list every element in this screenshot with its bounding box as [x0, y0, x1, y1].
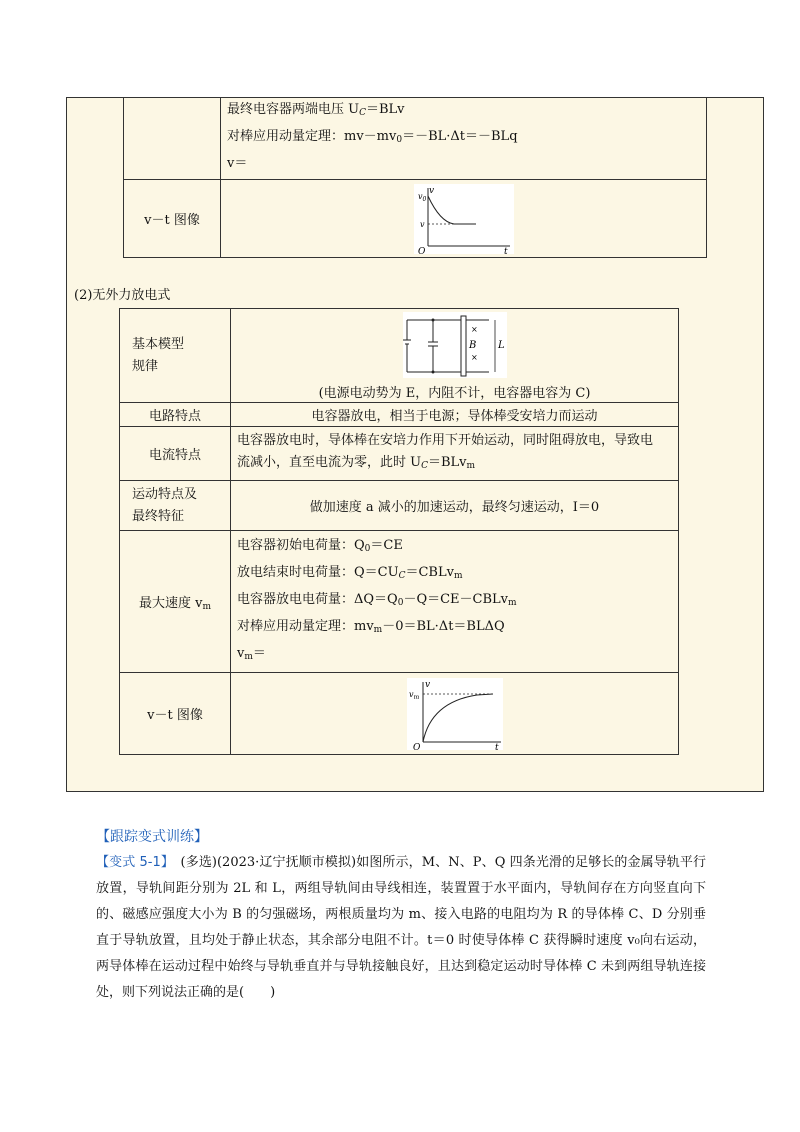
- svg-text:×: ×: [470, 325, 478, 334]
- svg-text:×: ×: [470, 353, 478, 362]
- vt-graph-cell: [221, 180, 707, 258]
- vt-graph-cell-2: [231, 673, 679, 755]
- svg-text:v: v: [424, 679, 430, 690]
- circuit-diagram: [403, 312, 507, 378]
- svg-text:v0: $v_0$: [417, 191, 426, 203]
- svg-text:t: t: [503, 246, 508, 254]
- maxv-label: 最大速度 $v_m$: [120, 531, 231, 673]
- formula-line-2: 对棒应用动量定理：$mv-mv_0=-BL\cdot\Delta t=-BLq$: [227, 129, 518, 145]
- motion-text: 做加速度 a 减小的加速运动，最终匀速运动，I＝0: [231, 481, 679, 531]
- motion-label: 运动特点及 最终特征: [120, 481, 231, 531]
- problem-body: (多选)(2023·辽宁抚顺市模拟)如图所示，M、N、P、Q 四条光滑的足够长的金属导轨平行放置，导轨间距分别为 2L 和 L，两组导轨间由导线相连，装置置于水平面内，导轨间存在方向竖直向下的、磁感应强度大小为 B 的匀强磁场，两根质量均为 m、接入电路的电阻均为 R 的导体棒 C、D 分别垂直于导轨放置，且均处于静止状态，其余部分电阻不计。t＝0 时使导体棒 C 获得瞬时速度 v₀向右运动，两导体棒在运动过程中始终与导轨垂直并与导轨接触良好，且达到稳定运动时导体棒 C 未到两组导轨连接处，则下列说法正确的是( ): [96, 855, 706, 1000]
- maxv-line-1: 电容器初始电荷量：$Q_0=CE$: [237, 538, 403, 554]
- maxv-line-5: $v_m=$: [237, 646, 266, 662]
- svg-text:O: O: [417, 246, 425, 254]
- table-discharge: [119, 308, 679, 755]
- graph1-y-axis: v: [428, 185, 434, 196]
- table-charge: [123, 97, 707, 258]
- svg-text:B: B: [468, 340, 476, 351]
- basic-caption: (电源电动势为 E，内阻不计，电容器电容为 C): [318, 386, 591, 401]
- current-label: 电流特点: [120, 427, 231, 481]
- maxv-line-3: 电容器放电电荷量：$\Delta Q=Q_0-Q=CE-CBLv_m$: [237, 592, 517, 608]
- svg-text:O: O: [412, 742, 420, 750]
- svg-text:v: v: [419, 219, 425, 229]
- vt-graph-growth: [407, 678, 503, 750]
- vt-label: v－t 图像: [124, 180, 221, 258]
- formula-line-1: 最终电容器两端电压 $U_C=BLv$: [227, 102, 405, 118]
- svg-text:vm: $v_m$: [408, 689, 419, 701]
- empty-label-cell: [124, 98, 221, 180]
- problem-text: [96, 850, 706, 1006]
- formula-line-3: v＝: [227, 156, 248, 171]
- basic-cell: [231, 309, 679, 403]
- section-title: (2)无外力放电式: [74, 288, 171, 303]
- maxv-line-4: 对棒应用动量定理：$mv_m-0=BL\cdot\Delta t=BL\Delta Q$: [237, 619, 505, 635]
- vt-label-2: v－t 图像: [120, 673, 231, 755]
- follow-title: 【跟踪变式训练】: [96, 829, 208, 845]
- problem-tag: 【变式 5-1】: [96, 855, 168, 870]
- svg-text:t: t: [494, 742, 499, 750]
- vt-graph-decay: [414, 184, 514, 254]
- current-text: 电容器放电时，导体棒在安培力作用下开始运动，同时阻碍放电，导致电 流减小，直至电流为零，此时 $U_C=BLv_m$: [231, 427, 679, 481]
- svg-text:L: L: [497, 340, 505, 351]
- formula-cell: [221, 98, 707, 180]
- basic-label: 基本模型 规律: [120, 309, 231, 403]
- circuit-label: 电路特点: [120, 403, 231, 427]
- maxv-cell: [231, 531, 679, 673]
- maxv-line-2: 放电结束时电荷量：$Q=CU_C=CBLv_m$: [237, 565, 463, 581]
- circuit-text: 电容器放电，相当于电源；导体棒受安培力而运动: [231, 403, 679, 427]
